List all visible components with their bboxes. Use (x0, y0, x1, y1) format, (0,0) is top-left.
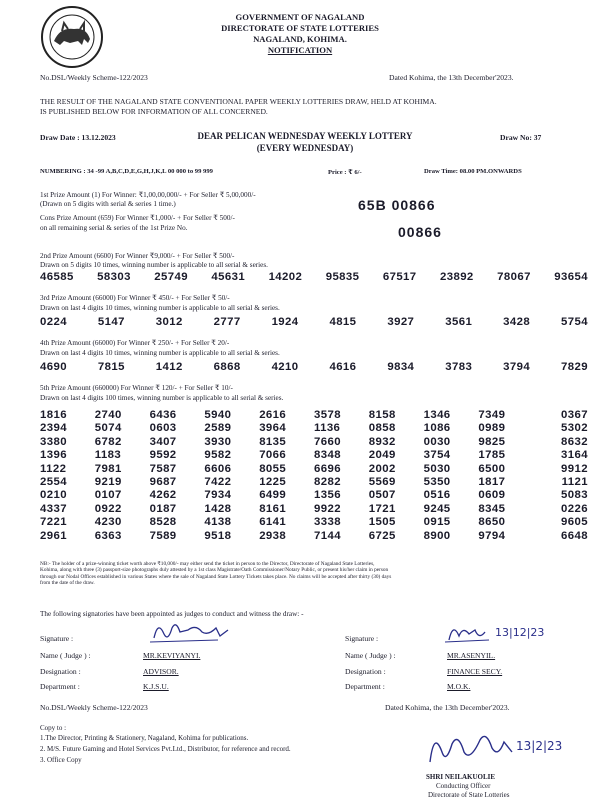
claim-note-line: from the date of the draw. (40, 580, 95, 587)
dated-line: Dated Kohima, the 13th December'2023. (389, 73, 514, 82)
judge2-department-label: Department : (345, 682, 385, 691)
prize-number: 0922 (94, 502, 122, 515)
prize-number: 9794 (478, 529, 506, 542)
prize-number: 4210 (271, 361, 299, 373)
judge1-name-label: Name ( Judge ) : (40, 651, 91, 660)
prize-number: 8161 (259, 502, 287, 515)
prize-number: 1721 (368, 502, 396, 515)
fifth-prize-amount: 5th Prize Amount (660000) For Winner ₹ 120/- + For Seller ₹ 10/- (40, 384, 233, 392)
prize-number: 4815 (329, 316, 357, 328)
draw-number: Draw No: 37 (500, 133, 542, 142)
prize-number: 5940 (204, 409, 232, 421)
judge1-department-label: Department : (40, 682, 80, 691)
claim-note (40, 561, 588, 587)
judge2-name: MR.ASENYIL. (447, 651, 496, 660)
prize-number: 9592 (149, 449, 177, 462)
prize-number: 5083 (561, 489, 588, 502)
third-prize-amount: 3rd Prize Amount (66000) For Winner ₹ 450/- + For Seller ₹ 50/- (40, 294, 230, 302)
claim-note-line: Kohima, along with three (3) passport-size photographs duly attested by a 1st class Magistrate/Oath Commissioner/Notary Public, or present his/her claim in person (40, 567, 389, 574)
prize-number: 7349 (478, 409, 506, 421)
notification-heading: NOTIFICATION (267, 45, 333, 55)
prize-number: 2554 (40, 475, 67, 488)
prize-number: 7660 (313, 435, 341, 448)
prize-number: 3927 (387, 316, 415, 328)
prize-number: 9687 (149, 475, 177, 488)
prize-number: 9219 (94, 475, 122, 488)
prize-number: 3428 (503, 316, 531, 328)
judge1-designation: ADVISOR. (143, 667, 179, 676)
prize-number: 2002 (368, 462, 396, 475)
intro-text: THE RESULT OF THE NAGALAND STATE CONVENTIONAL PAPER WEEKLY LOTTERIES DRAW, HELD AT KOHIMA. (40, 97, 437, 106)
prize-number: 1346 (423, 409, 451, 421)
govt-heading: GOVERNMENT OF NAGALAND (235, 12, 365, 22)
fifth-prize-rule: Drawn on last 4 digits 100 times, winning number is applicable to all serial & series. (40, 394, 284, 402)
intro-text-2: IS PUBLISHED BELOW FOR INFORMATION OF ALL CONCERNED. (40, 107, 268, 116)
prize-number: 0989 (478, 422, 506, 435)
third-prize-numbers (40, 316, 588, 328)
svg-text:13|12|23: 13|12|23 (495, 626, 545, 639)
prize-number: 1122 (40, 462, 67, 475)
judge2-designation: FINANCE SECY. (447, 667, 503, 676)
prize-number: 7815 (97, 361, 125, 373)
prize-number: 3164 (561, 449, 588, 462)
copy-item: 3. Office Copy (40, 756, 82, 764)
footer-reference-number: No.DSL/Weekly Scheme-122/2023 (40, 703, 148, 712)
first-prize-rule: (Drawn on 5 digits with serial & series 1 time.) (40, 200, 176, 208)
prize-number: 6696 (313, 462, 341, 475)
prize-number: 3338 (313, 516, 341, 529)
prize-number: 2616 (259, 409, 287, 421)
judge2-designation-label: Designation : (345, 667, 386, 676)
prize-number: 7144 (313, 529, 341, 542)
svg-text:13|2|23: 13|2|23 (516, 739, 563, 753)
prize-number: 1396 (40, 449, 67, 462)
prize-number: 4337 (40, 502, 67, 515)
consolation-prize-rule: on all remaining serial & series of the 1st Prize No. (40, 224, 188, 232)
prize-number: 1817 (478, 475, 506, 488)
footer-dated-line: Dated Kohima, the 13th December'2023. (385, 703, 510, 712)
prize-number: 93654 (554, 271, 588, 283)
place-heading: NAGALAND, KOHIMA. (253, 34, 347, 44)
prize-number: 0187 (149, 502, 177, 515)
reference-number: No.DSL/Weekly Scheme-122/2023 (40, 73, 148, 82)
prize-number: 9825 (478, 435, 506, 448)
officer-name: SHRI NEILAKUOLIE (426, 773, 496, 781)
third-prize-rule: Drawn on last 4 digits 10 times, winning number is applicable to all serial & series. (40, 304, 280, 312)
officer-department: Directorate of State Lotteries (428, 791, 510, 799)
prize-number: 3783 (445, 361, 473, 373)
judge1-name: MR.KEVIYANYI. (143, 651, 201, 660)
judge1-designation-label: Designation : (40, 667, 81, 676)
prize-number: 2938 (259, 529, 287, 542)
prize-number: 0107 (94, 489, 122, 502)
prize-number: 1428 (204, 502, 232, 515)
prize-number: 8158 (368, 409, 396, 421)
judge1-signature (148, 616, 238, 646)
prize-number: 0609 (478, 489, 506, 502)
prize-number: 7422 (204, 475, 232, 488)
prize-number: 6606 (204, 462, 232, 475)
prize-number: 1183 (94, 449, 122, 462)
prize-number: 2394 (40, 422, 67, 435)
prize-number: 7066 (259, 449, 287, 462)
prize-number: 1816 (40, 409, 67, 421)
prize-number: 8135 (259, 435, 287, 448)
fourth-prize-numbers (40, 361, 588, 373)
ticket-price: Price : ₹ 6/- (328, 169, 362, 176)
prize-number: 0915 (423, 516, 451, 529)
prize-number: 7981 (94, 462, 122, 475)
prize-number: 14202 (268, 271, 303, 283)
prize-number: 4690 (40, 361, 67, 373)
prize-number: 8632 (561, 435, 588, 448)
prize-number: 0507 (368, 489, 396, 502)
copy-item: 1.The Director, Printing & Stationery, Nagaland, Kohima for publications. (40, 734, 249, 742)
judge2-department: M.O.K. (447, 682, 471, 691)
judge2-name-label: Name ( Judge ) : (345, 651, 396, 660)
prize-number: 8932 (368, 435, 396, 448)
prize-number: 0603 (149, 422, 177, 435)
prize-number: 3407 (149, 435, 177, 448)
prize-number: 23892 (439, 271, 474, 283)
prize-number: 9922 (313, 502, 341, 515)
prize-number: 4230 (94, 516, 122, 529)
prize-number: 8650 (478, 516, 506, 529)
second-prize-rule: Drawn on 5 digits 10 times, winning number is applicable to all serial & series. (40, 261, 268, 269)
prize-number: 7221 (40, 516, 67, 529)
prize-number: 0210 (40, 489, 67, 502)
prize-number: 5030 (423, 462, 451, 475)
prize-number: 9245 (423, 502, 451, 515)
prize-number: 2589 (204, 422, 232, 435)
prize-number: 8345 (478, 502, 506, 515)
officer-title: Conducting Officer (436, 782, 491, 790)
prize-number: 6725 (368, 529, 396, 542)
prize-number: 45631 (211, 271, 246, 283)
prize-number: 1412 (155, 361, 183, 373)
draw-date: Draw Date : 13.12.2023 (40, 133, 116, 142)
prize-number: 3561 (445, 316, 473, 328)
officer-signature (420, 722, 570, 772)
judges-intro: The following signatories have been appointed as judges to conduct and witness the draw: - (40, 610, 304, 618)
judge1-department: K.J.S.U. (143, 682, 169, 691)
prize-number: 58303 (97, 271, 131, 283)
prize-number: 6499 (259, 489, 287, 502)
prize-number: 3794 (503, 361, 531, 373)
prize-number: 5302 (561, 422, 588, 435)
prize-number: 3578 (313, 409, 341, 421)
prize-number: 1121 (561, 475, 588, 488)
prize-number: 4138 (204, 516, 232, 529)
prize-number: 6648 (561, 529, 588, 542)
prize-number: 5350 (423, 475, 451, 488)
prize-number: 1505 (368, 516, 396, 529)
consolation-prize-amount: Cons Prize Amount (659) For Winner ₹1,000/- + For Seller ₹ 500/- (40, 214, 235, 222)
prize-number: 95835 (325, 271, 360, 283)
first-prize-amount: 1st Prize Amount (1) For Winner: ₹1,00,00,000/- + For Seller ₹ 5,00,000/- (40, 191, 256, 199)
prize-number: 0030 (423, 435, 451, 448)
consolation-prize-number: 00866 (398, 224, 442, 240)
prize-number: 0224 (40, 316, 67, 328)
prize-number: 25749 (154, 271, 188, 283)
prize-number: 6141 (259, 516, 287, 529)
prize-number: 8348 (313, 449, 341, 462)
prize-number: 46585 (40, 271, 74, 283)
claim-note-line: through our Nodal Offices established in various States where the sale of Nagaland State Lottery Tickets takes place. No claims will be accepted after thirty (30) days (40, 573, 392, 580)
lottery-frequency: (EVERY WEDNESDAY) (256, 143, 354, 153)
second-prize-amount: 2nd Prize Amount (6600) For Winner ₹9,000/- + For Seller ₹ 500/- (40, 252, 235, 260)
prize-number: 0367 (561, 409, 588, 421)
first-prize-number: 65B 00866 (358, 197, 436, 213)
prize-number: 6363 (94, 529, 122, 542)
fourth-prize-rule: Drawn on last 4 digits 10 times, winning number is applicable to all serial & series. (40, 349, 280, 357)
prize-number: 0858 (368, 422, 396, 435)
prize-number: 9834 (387, 361, 415, 373)
prize-number: 5569 (368, 475, 396, 488)
prize-number: 78067 (497, 271, 531, 283)
prize-number: 7589 (149, 529, 177, 542)
prize-number: 8900 (423, 529, 451, 542)
prize-number: 8055 (259, 462, 287, 475)
claim-note-line: NB:- The holder of a prize-winning ticket worth above ₹10,000/- may either send the ticket in person to the Director, Directorate of Nagaland State Lotteries, (40, 561, 375, 567)
fourth-prize-amount: 4th Prize Amount (66000) For Winner ₹ 250/- + For Seller ₹ 20/- (40, 339, 230, 347)
prize-number: 1225 (259, 475, 287, 488)
prize-number: 1086 (423, 422, 451, 435)
prize-number: 1924 (271, 316, 299, 328)
prize-number: 3380 (40, 435, 67, 448)
prize-number: 8528 (149, 516, 177, 529)
prize-number: 3930 (204, 435, 232, 448)
copy-item: 2. M/S. Future Gaming and Hotel Services Pvt.Ltd., Distributor, for reference and record. (40, 745, 291, 753)
prize-number: 9605 (561, 516, 588, 529)
prize-number: 2777 (213, 316, 241, 328)
prize-number: 9912 (561, 462, 588, 475)
prize-number: 67517 (382, 271, 417, 283)
prize-number: 5754 (561, 316, 588, 328)
prize-number: 7829 (561, 361, 588, 373)
judge2-signature (445, 616, 545, 646)
prize-number: 8282 (313, 475, 341, 488)
directorate-heading: DIRECTORATE OF STATE LOTTERIES (221, 23, 379, 33)
prize-number: 1785 (478, 449, 506, 462)
prize-number: 6436 (149, 409, 177, 421)
prize-number: 4262 (149, 489, 177, 502)
prize-number: 2049 (368, 449, 396, 462)
prize-number: 1356 (313, 489, 341, 502)
prize-number: 5147 (97, 316, 125, 328)
numbering-info: NUMBERING : 34 -99 A,B,C,D,E,G,H,J,K,L 00 000 to 99 999 (40, 168, 213, 175)
prize-number: 3964 (259, 422, 287, 435)
prize-number: 6782 (94, 435, 122, 448)
prize-number: 7934 (204, 489, 232, 502)
prize-number: 6868 (213, 361, 241, 373)
copy-to-label: Copy to : (40, 724, 67, 732)
prize-number: 0226 (561, 502, 588, 515)
fifth-prize-numbers (40, 409, 588, 542)
second-prize-numbers (40, 271, 588, 283)
prize-number: 4616 (329, 361, 357, 373)
draw-time: Draw Time: 08.00 PM.ONWARDS (424, 168, 522, 175)
judge1-signature-label: Signature : (40, 634, 74, 643)
prize-number: 9518 (204, 529, 232, 542)
prize-number: 1136 (313, 422, 341, 435)
judge2-signature-label: Signature : (345, 634, 379, 643)
prize-number: 9582 (204, 449, 232, 462)
prize-number: 7587 (149, 462, 177, 475)
prize-number: 3754 (423, 449, 451, 462)
prize-number: 5074 (94, 422, 122, 435)
prize-number: 2961 (40, 529, 67, 542)
lottery-name: DEAR PELICAN WEDNESDAY WEEKLY LOTTERY (197, 131, 413, 141)
prize-number: 2740 (94, 409, 122, 421)
prize-number: 0516 (423, 489, 451, 502)
prize-number: 3012 (155, 316, 183, 328)
prize-number: 6500 (478, 462, 506, 475)
